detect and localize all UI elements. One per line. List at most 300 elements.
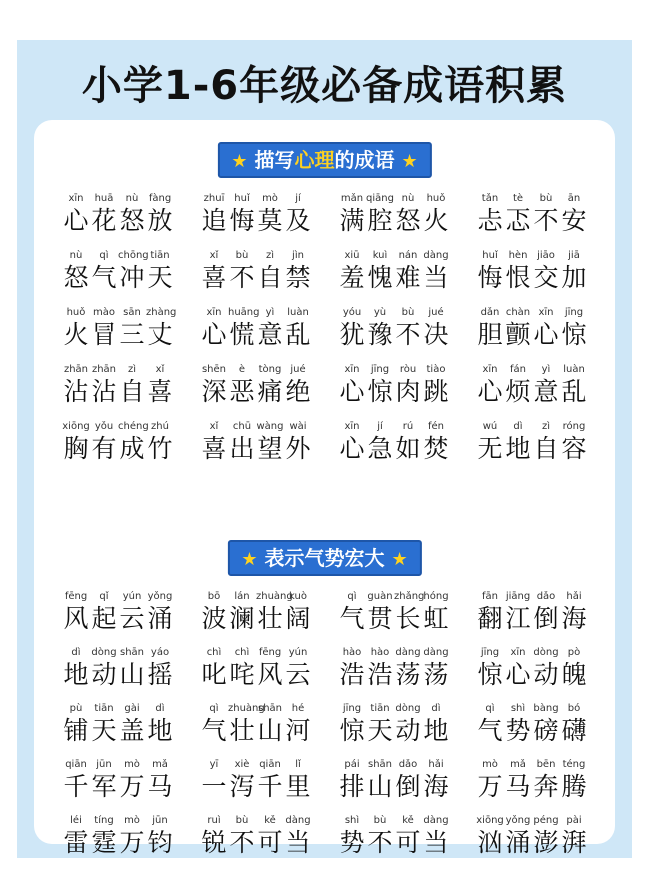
hanzi-char: 喜 [147,377,173,406]
idiom-char-cell [200,306,228,363]
hanzi-char: 天 [91,716,117,745]
idiom-char-cell [228,363,256,420]
hanzi-char: 恨 [505,263,531,292]
hanzi-char: 自 [119,377,145,406]
hanzi-char: 意 [533,377,559,406]
idiom-char-cell [560,646,588,702]
hanzi-char: 势 [505,716,531,745]
hanzi-char: 贯 [367,604,393,633]
pinyin-label: nù [401,193,415,204]
idiom-char-cell [256,192,284,249]
idiom-char-cell [560,363,588,420]
idiom-char-cell [200,646,228,702]
pinyin-label: zì [541,421,551,432]
pinyin-label: yǒng [147,591,173,602]
idiom-char-cell [146,646,174,702]
pinyin-label: xiōng [476,815,504,826]
idiom-char-cell [338,646,366,702]
idiom-char-cell [422,646,450,702]
idiom-char-cell [90,590,118,646]
pinyin-label: mò [124,815,140,826]
idiom-char-cell [256,420,284,477]
hanzi-char: 腔 [367,206,393,235]
idiom-item [200,814,338,870]
idiom-char-cell [146,590,174,646]
hanzi-char: 犹 [339,320,365,349]
hanzi-char: 心 [505,660,531,689]
idiom-char-cell [532,702,560,758]
idiom-item [200,306,338,363]
hanzi-char: 势 [339,828,365,857]
pinyin-label: xiū [344,250,360,261]
idiom-char-cell [284,758,312,814]
pinyin-label: nù [69,250,83,261]
pinyin-label: fàng [148,193,172,204]
pinyin-label: dòng [395,703,421,714]
idiom-char-cell [338,420,366,477]
hanzi-char: 安 [561,206,587,235]
hanzi-char: 心 [533,320,559,349]
pinyin-label: chū [232,421,252,432]
hanzi-char: 容 [561,434,587,463]
idiom-char-cell [118,363,146,420]
pinyin-label: qì [99,250,109,261]
hanzi-char: 气 [91,263,117,292]
pinyin-label: dǎn [480,307,500,318]
hanzi-char: 乱 [561,377,587,406]
hanzi-char: 加 [561,263,587,292]
star-icon: ★ [391,549,408,570]
pinyin-label: wàng [256,421,284,432]
pinyin-label: jiā [568,250,580,261]
hanzi-char: 江 [505,604,531,633]
idiom-char-cell [146,758,174,814]
pinyin-label: ān [567,193,581,204]
idiom-char-cell [228,590,256,646]
idiom-char-cell [504,363,532,420]
hanzi-char: 肉 [395,377,421,406]
pinyin-label: ruì [207,815,221,826]
star-icon: ★ [401,151,418,172]
hanzi-char: 决 [423,320,449,349]
hanzi-char: 湃 [561,828,587,857]
pinyin-label: xǐ [155,364,165,375]
idiom-char-cell [422,702,450,758]
idiom-char-cell [532,646,560,702]
hanzi-char: 马 [147,772,173,801]
idiom-char-cell [366,702,394,758]
pinyin-label: jīng [564,307,584,318]
idiom-char-cell [90,192,118,249]
hanzi-char: 壮 [257,604,283,633]
idiom-item [338,758,476,814]
pinyin-label: bó [567,703,581,714]
pinyin-label: jué [428,307,444,318]
idiom-char-cell [422,758,450,814]
section-title-highlight: 心理 [294,148,335,172]
pinyin-label: zhān [63,364,89,375]
hanzi-char: 霆 [91,828,117,857]
pinyin-label: luàn [563,364,585,375]
idiom-char-cell [62,420,90,477]
hanzi-char: 恶 [229,377,255,406]
idiom-char-cell [200,702,228,758]
hanzi-char: 地 [423,716,449,745]
hanzi-char: 怒 [119,206,145,235]
idiom-char-cell [338,702,366,758]
pinyin-label: jīng [342,703,362,714]
idiom-item [62,192,200,249]
idiom-char-cell [366,249,394,306]
pinyin-label: qiān [65,759,87,770]
pinyin-label: xīn [206,307,222,318]
idiom-char-cell [256,758,284,814]
idiom-char-cell [228,646,256,702]
hanzi-char: 禁 [285,263,311,292]
hanzi-char: 惊 [339,716,365,745]
idiom-item [62,363,200,420]
idiom-char-cell [62,646,90,702]
hanzi-char: 焚 [423,434,449,463]
idiom-char-cell [394,420,422,477]
hanzi-char: 惊 [561,320,587,349]
pinyin-label: zhuàng [228,703,265,714]
idiom-char-cell [256,249,284,306]
hanzi-char: 可 [395,828,421,857]
hanzi-char: 魄 [561,660,587,689]
hanzi-char: 马 [505,772,531,801]
hanzi-char: 澜 [229,604,255,633]
hanzi-char: 波 [201,604,227,633]
idiom-char-cell [476,363,504,420]
pinyin-label: dì [431,703,441,714]
hanzi-char: 无 [477,434,503,463]
hanzi-char: 地 [505,434,531,463]
idiom-char-cell [366,814,394,870]
idiom-char-cell [90,363,118,420]
idiom-item [200,646,338,702]
hanzi-char: 锐 [201,828,227,857]
hanzi-char: 放 [147,206,173,235]
hanzi-char: 倒 [395,772,421,801]
idiom-item [476,814,614,870]
idiom-item [62,420,200,477]
pinyin-label: jīng [480,647,500,658]
hanzi-char: 一 [201,772,227,801]
pinyin-label: jūn [152,815,168,826]
idiom-char-cell [560,702,588,758]
idiom-char-cell [284,702,312,758]
pinyin-label: qiān [259,759,281,770]
pinyin-label: yún [288,647,308,658]
pinyin-label: lǐ [295,759,301,770]
idiom-item [200,249,338,306]
hanzi-char: 千 [63,772,89,801]
hanzi-char: 奔 [533,772,559,801]
hanzi-char: 河 [285,716,311,745]
idiom-char-cell [476,192,504,249]
pinyin-label: mǎ [510,759,526,770]
idiom-char-cell [476,702,504,758]
idiom-char-cell [338,249,366,306]
idiom-char-cell [118,590,146,646]
hanzi-char: 沾 [63,377,89,406]
pinyin-label: gài [124,703,140,714]
idiom-char-cell [118,646,146,702]
pinyin-label: yù [373,307,387,318]
idiom-char-cell [338,192,366,249]
hanzi-char: 如 [395,434,421,463]
pinyin-label: zhǎng [394,591,425,602]
idiom-item [338,590,476,646]
hanzi-char: 山 [257,716,283,745]
idiom-char-cell [476,758,504,814]
idiom-char-cell [394,814,422,870]
pinyin-label: chéng [118,421,149,432]
pinyin-label: tè [512,193,524,204]
pinyin-label: zhān [91,364,117,375]
idiom-char-cell [90,758,118,814]
section-title-suffix: 的成语 [334,148,395,172]
pinyin-label: péng [533,815,559,826]
idiom-char-cell [422,363,450,420]
pinyin-label: huǒ [426,193,446,204]
idiom-item [338,420,476,477]
idiom-char-cell [504,306,532,363]
idiom-char-cell [62,814,90,870]
pinyin-label: tíng [94,815,114,826]
idiom-char-cell [532,814,560,870]
pinyin-label: hé [291,703,305,714]
idiom-char-cell [366,306,394,363]
hanzi-char: 军 [91,772,117,801]
idiom-char-cell [146,192,174,249]
hanzi-char: 云 [285,660,311,689]
idiom-card [34,120,615,857]
idiom-item [338,702,476,758]
idiom-char-cell [228,702,265,758]
hanzi-char: 荡 [423,660,449,689]
pinyin-label: qì [209,703,219,714]
pinyin-label: kuò [289,591,307,602]
pinyin-label: huǐ [234,193,250,204]
hanzi-char: 涌 [505,828,531,857]
hanzi-char: 山 [119,660,145,689]
poster [17,40,632,858]
idiom-char-cell [394,363,422,420]
idiom-char-cell [146,363,174,420]
pinyin-label: xǐ [209,250,219,261]
idiom-item [200,192,338,249]
pinyin-label: dàng [423,250,449,261]
pinyin-label: bù [401,307,415,318]
star-icon: ★ [241,549,258,570]
hanzi-char: 冒 [91,320,117,349]
idiom-item [200,758,338,814]
pinyin-label: dàng [423,815,449,826]
pinyin-label: bō [207,591,221,602]
hanzi-char: 不 [229,828,255,857]
pinyin-label: yóu [342,307,362,318]
hanzi-char: 心 [339,377,365,406]
pinyin-label: kě [402,815,414,826]
pinyin-label: léi [70,815,82,826]
pinyin-label: qǐ [99,591,109,602]
pinyin-label: nù [125,193,139,204]
pinyin-label: dòng [533,647,559,658]
idiom-char-cell [228,814,256,870]
idiom-char-cell [532,306,560,363]
idiom-char-cell [284,192,312,249]
idiom-char-cell [504,758,532,814]
hanzi-char: 绝 [285,377,311,406]
idiom-char-cell [476,646,504,702]
hanzi-char: 翻 [477,604,503,633]
hanzi-char: 惊 [477,660,503,689]
pinyin-label: pái [344,759,360,770]
hanzi-char: 里 [285,772,311,801]
hanzi-char: 交 [533,263,559,292]
hanzi-char: 万 [119,828,145,857]
pinyin-label: chàn [505,307,531,318]
idiom-item [62,702,200,758]
pinyin-label: lán [234,591,250,602]
hanzi-char: 意 [257,320,283,349]
hanzi-char: 壮 [229,716,255,745]
pinyin-label: fán [510,364,526,375]
hanzi-char: 荡 [395,660,421,689]
pinyin-label: bù [235,250,249,261]
pinyin-label: xīn [68,193,84,204]
idiom-item [200,420,338,477]
idiom-char-cell [422,192,450,249]
idiom-char-cell [532,420,560,477]
section-title-momentum [227,540,421,576]
idiom-char-cell [256,363,284,420]
hanzi-char: 冲 [119,263,145,292]
hanzi-char: 气 [339,604,365,633]
idiom-item [476,420,614,477]
hanzi-char: 虹 [423,604,449,633]
hanzi-char: 浩 [367,660,393,689]
hanzi-char: 急 [367,434,393,463]
idiom-char-cell [228,420,256,477]
idiom-item [200,590,338,646]
hanzi-char: 不 [229,263,255,292]
idiom-char-cell [338,363,366,420]
pinyin-label: huāng [228,307,260,318]
pinyin-label: pài [566,815,582,826]
hanzi-char: 咤 [229,660,255,689]
pinyin-label: pù [69,703,83,714]
pinyin-label: kě [264,815,276,826]
idiom-char-cell [118,702,146,758]
idiom-item [476,758,614,814]
idiom-char-cell [532,590,560,646]
pinyin-label: dì [513,421,523,432]
pinyin-label: shēn [201,364,227,375]
hanzi-char: 腾 [561,772,587,801]
pinyin-label: xīn [510,647,526,658]
pinyin-label: zhuī [203,193,225,204]
pinyin-label: shān [367,759,392,770]
hanzi-char: 难 [395,263,421,292]
idiom-char-cell [118,306,146,363]
idiom-char-cell [560,249,588,306]
pinyin-label: yún [122,591,142,602]
hanzi-char: 铺 [63,716,89,745]
idiom-char-cell [422,590,450,646]
pinyin-label: ròu [399,364,417,375]
hanzi-char: 起 [91,604,117,633]
pinyin-label: shì [510,703,526,714]
idiom-char-cell [504,702,532,758]
idiom-item [476,363,614,420]
hanzi-char: 心 [339,434,365,463]
pinyin-label: zhàng [146,307,177,318]
pinyin-label: pò [567,647,581,658]
pinyin-label: mò [482,759,498,770]
idiom-char-cell [394,702,422,758]
hanzi-char: 心 [201,320,227,349]
idiom-char-cell [366,420,394,477]
idiom-char-cell [284,814,312,870]
idiom-char-cell [476,306,504,363]
idiom-char-cell [476,249,504,306]
hanzi-char: 羞 [339,263,365,292]
idiom-char-cell [504,420,532,477]
hanzi-char: 海 [423,772,449,801]
idiom-char-cell [560,420,588,477]
idiom-char-cell [228,249,256,306]
hanzi-char: 惊 [367,377,393,406]
pinyin-label: fén [427,421,444,432]
idiom-item [62,758,200,814]
idiom-char-cell [366,646,394,702]
idiom-char-cell [118,192,146,249]
hanzi-char: 颤 [505,320,531,349]
idiom-char-cell [504,590,532,646]
idiom-char-cell [366,590,394,646]
idiom-char-cell [284,363,312,420]
pinyin-label: zhú [151,421,169,432]
pinyin-label: jīng [370,364,390,375]
hanzi-char: 悔 [229,206,255,235]
pinyin-label: bù [539,193,553,204]
idiom-char-cell [422,306,450,363]
hanzi-char: 跳 [423,377,449,406]
hanzi-char: 怒 [395,206,421,235]
hanzi-char: 不 [395,320,421,349]
hanzi-char: 当 [423,828,449,857]
idiom-char-cell [394,192,422,249]
pinyin-label: sān [123,307,141,318]
pinyin-label: bù [373,815,387,826]
idiom-char-cell [90,646,118,702]
pinyin-label: mò [262,193,278,204]
hanzi-char: 外 [285,434,311,463]
hanzi-char: 追 [201,206,227,235]
pinyin-label: shān [119,647,144,658]
pinyin-label: xiōng [62,421,90,432]
hanzi-char: 及 [285,206,311,235]
idiom-char-cell [200,590,228,646]
pinyin-label: hǎi [566,591,582,602]
pinyin-label: zhuàng [256,591,293,602]
idiom-char-cell [560,758,588,814]
idiom-char-cell [422,249,450,306]
pinyin-label: huǒ [66,307,86,318]
